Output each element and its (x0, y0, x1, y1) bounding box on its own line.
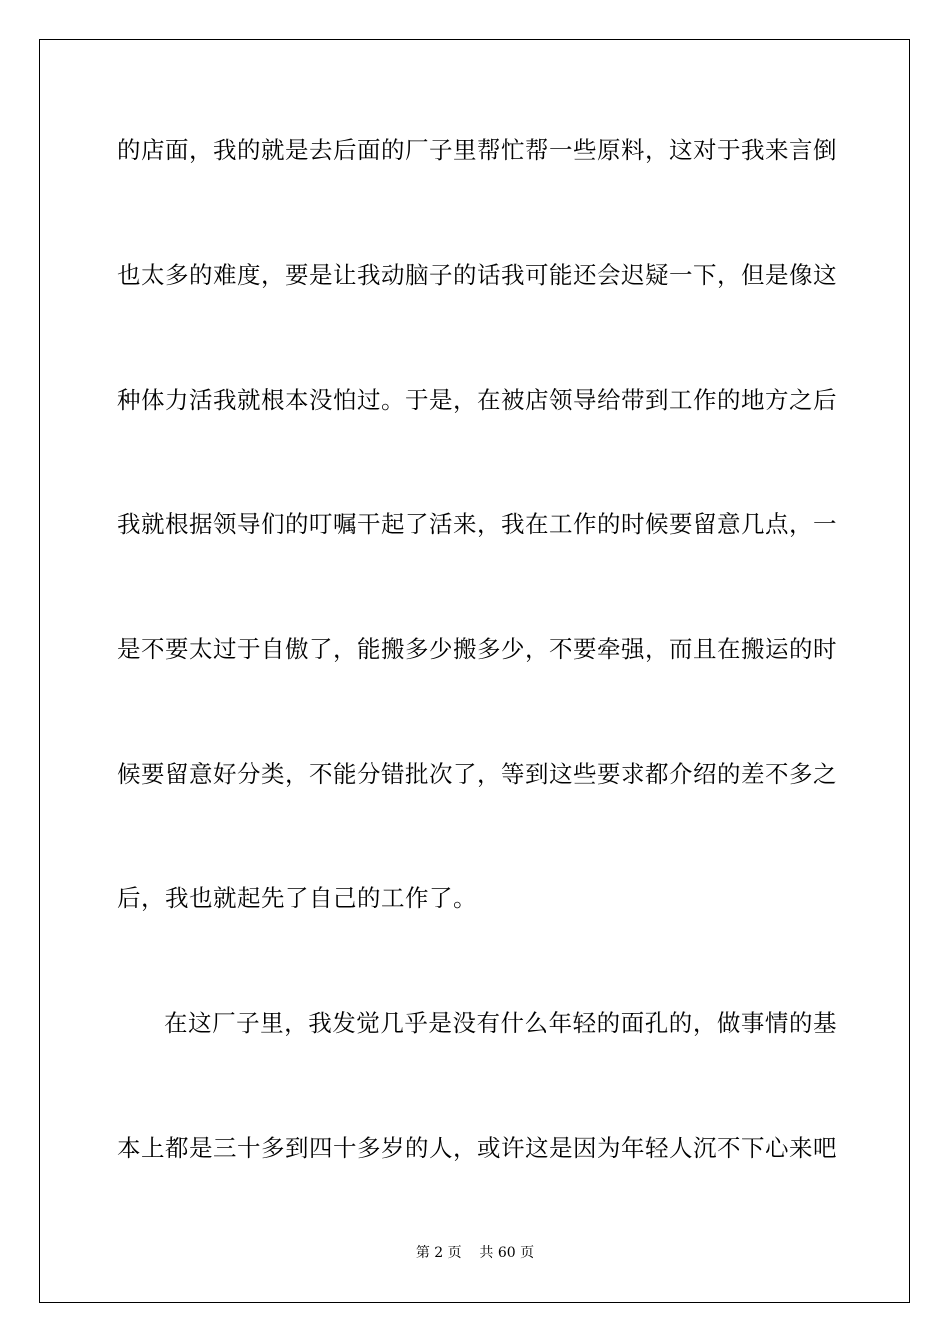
text-line: 候要留意好分类，不能分错批次了，等到这些要求都介绍的差不多之 (117, 760, 837, 788)
page-border (39, 39, 910, 1303)
text-line: 是不要太过于自傲了，能搬多少搬多少，不要牵强，而且在搬运的时 (117, 635, 837, 663)
text-line: 种体力活我就根本没怕过。于是，在被店领导给带到工作的地方之后 (117, 386, 837, 414)
paragraph-first-line: 在这厂子里，我发觉几乎是没有什么年轻的面孔的，做事情的基 (164, 1009, 837, 1037)
text-line: 的店面，我的就是去后面的厂子里帮忙帮一些原料，这对于我来言倒 (117, 136, 837, 164)
text-line: 本上都是三十多到四十多岁的人，或许这是因为年轻人沉不下心来吧 (117, 1134, 837, 1162)
page-number: 第 2 页 共 60 页 (415, 1245, 535, 1261)
text-line: 我就根据领导们的叮嘱干起了活来，我在工作的时候要留意几点，一 (117, 510, 837, 538)
text-line: 也太多的难度，要是让我动脑子的话我可能还会迟疑一下，但是像这 (117, 261, 837, 289)
text-line: 后，我也就起先了自己的工作了。 (117, 884, 477, 912)
